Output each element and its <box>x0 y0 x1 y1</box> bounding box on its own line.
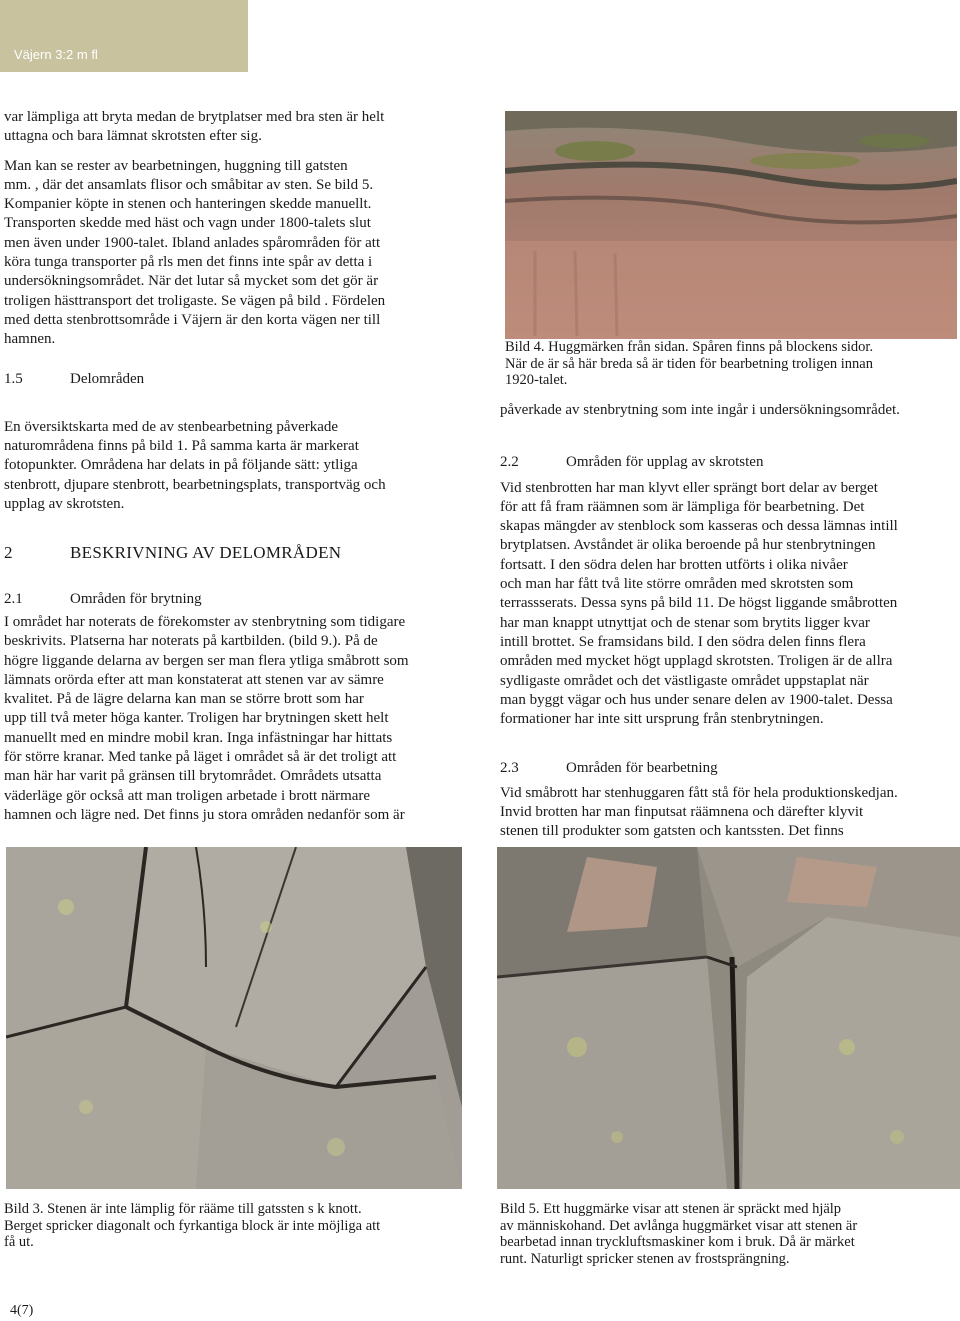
section-heading-2: 2 BESKRIVNING AV DELOMRÅDEN <box>4 543 342 563</box>
paragraph: Vid stenbrotten har man klyvt eller sprängt bort delar av berget för att få fram räämnen som är lämpliga för bearbetning. Det skapas mängder av stenblock som kasseras och dessa lämnas intill brytplatsen. Avståndet är olika beroende på hur stenbrytningen fortsatt. I den södra delen har brotten utförts i olika nivåer och man har fått två lite större områden med skrotsten som terrassserats. Dessa syns på bild 11. De högst liggande småbrotten har man knappt utnyttjat och de stenar som brytits ligger kvar intill brottet. Se framsidans bild. I den södra delen finns flera områden med mycket högt upplagd skrotsten. Troligen är de allra sydligaste området och det västligaste området uppstaplat när man byggt vägar och hus under senare delen av 1900-talet. Dessa formationer har inte sitt ursprung från stenbrytningen. <box>500 479 898 728</box>
photo-bild-3 <box>6 847 462 1189</box>
paragraph: Vid småbrott har stenhuggaren fått stå för hela produktionskedjan. Invid brotten har man finputsat räämnena och därefter klyvit stenen till produkter som gatsten och kantssten. Det finns <box>500 784 898 840</box>
paragraph: var lämpliga att bryta medan de brytplatser med bra sten är helt uttagna och bara lämnat skrotsten efter sig. <box>4 109 385 145</box>
paragraph: påverkade av stenbrytning som inte ingår i undersökningsområdet. <box>500 402 900 418</box>
section-heading-2-3: 2.3 Områden för bearbetning <box>500 760 718 777</box>
photo-bild-5 <box>497 847 960 1189</box>
caption-bild-3: Bild 3. Stenen är inte lämplig för rääme till gatssten s k knott. Berget spricker diagonalt och fyrkantiga block är inte möjliga att få ut. <box>4 1201 381 1250</box>
left-column <box>4 108 474 825</box>
caption-bild-5: Bild 5. Ett huggmärke visar att stenen är spräckt med hjälp av människohand. Det avlånga huggmärket visar att stenen är bearbetad innan tryckluftsmaskiner kom i bruk. Då är märket runt. Naturligt spricker stenen av frostsprängning. <box>500 1201 858 1267</box>
page-number: 4(7) <box>10 1303 34 1318</box>
section-heading-1-5: 1.5 Delområden <box>4 370 145 387</box>
caption-bild-4: Bild 4. Huggmärken från sidan. Spåren finns på blockens sidor. När de är så här breda så är tiden för bearbetning troligen innan 1920-talet. <box>505 339 874 388</box>
section-heading-2-1: 2.1 Områden för brytning <box>4 590 202 607</box>
section-heading-2-2: 2.2 Områden för upplag av skrotsten <box>500 454 764 471</box>
right-column <box>500 401 960 842</box>
photo-bild-4 <box>505 111 957 339</box>
header-title: Väjern 3:2 m fl <box>14 47 98 62</box>
paragraph: En översiktskarta med de av stenbearbetning påverkade naturområdena finns på bild 1. På samma karta är markerat fotopunkter. Områdena har delats in på följande sätt: ytliga stenbrott, djupare stenbrott, bearbetningsplats, transportväg och upplag av skrotsten. <box>4 418 386 513</box>
header-banner <box>0 0 248 72</box>
paragraph: I området har noterats de förekomster av stenbrytning som tidigare beskrivits. Platserna har noterats på kartbilden. (bild 9.). På de högre liggande delarna av bergen ser man flera ytliga småbrott som lämnats orörda efter att man konstaterat att stenen var av sämre kvalitet. På de lägre delarna kan man se större brott som har upp till två meter höga kanter. Troligen har brytningen skett helt manuellt med en mindre mobil kran. Inga infästningar har hittats för större kranar. Med tanke på läget i området så är det troligt att man här har varit på gränsen till brytområdet. Områdets utsatta väderläge gör också att man troligen arbetade i brott närmare hamnen och lägre ned. Det finns ju stora områden nedanför som är <box>4 613 409 823</box>
paragraph: Man kan se rester av bearbetningen, huggning till gatsten mm. , där det ansamlats flisor och småbitar av sten. Se bild 5. Kompanier köpte in stenen och hanteringen skedde manuellt. Transporten skedde med häst och vagn under 1800-talets slut men även under 1900-talet. Ibland anlades spårområden för att köra tunga transporter på rls men det finns inte spår av detta i undersökningsområdet. När det lutar så mycket som det gör är troligen hästtransport det troligaste. Se vägen på bild . Fördelen med detta stenbrottsområde i Väjern är den korta vägen ner till hamnen. <box>4 157 386 348</box>
